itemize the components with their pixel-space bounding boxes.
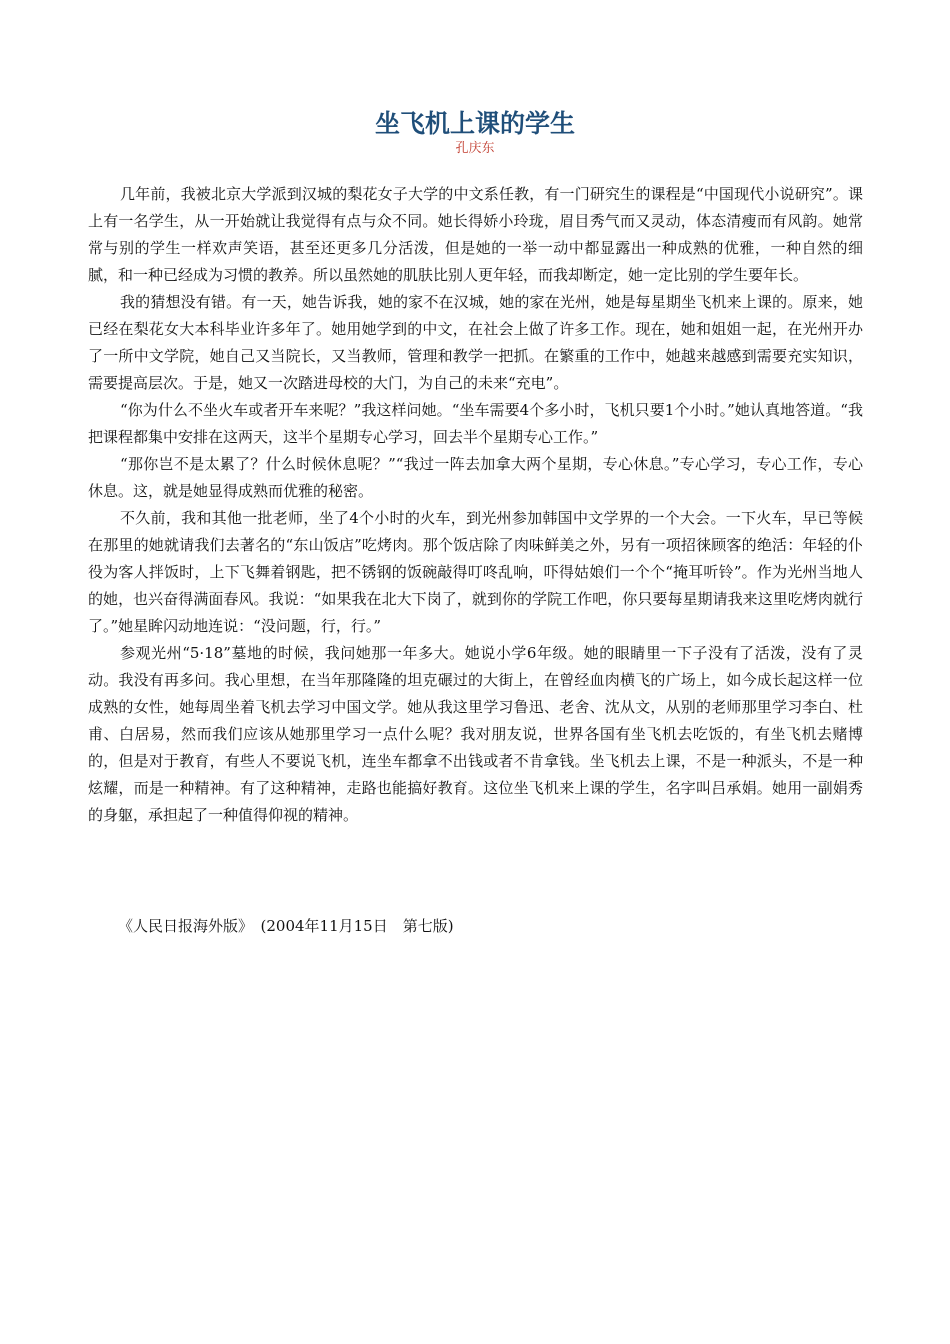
- paragraph-5: 不久前，我和其他一批老师，坐了4个小时的火车，到光州参加韩国中文学界的一个大会。一下火车，早已等候在那里的她就请我们去著名的“东山饭店”吃烤肉。那个饭店除了肉味鲜美之外，另有一项招徕顾客的绝活：年轻的仆役为客人拌饭时，上下飞舞着钢匙，把不锈钢的饭碗敲得叮咚乱响，吓得姑娘们一个个“掩耳听铃”。作为光州当地人的她，也兴奋得满面春风。我说：“如果我在北大下岗了，就到你的学院工作吧，你只要每星期请我来这里吃烤肉就行了。”她星眸闪动地连说：“没问题，行，行。”: [88, 509, 863, 635]
- article-author: 孔庆东: [455, 141, 495, 156]
- paragraph-1: 几年前，我被北京大学派到汉城的梨花女子大学的中文系任教，有一门研究生的课程是“中国现代小说研究”。课上有一名学生，从一开始就让我觉得有点与众不同。她长得娇小玲珑，眉目秀气而又灵动，体态清瘦而有风韵。她常常与别的学生一样欢声笑语，甚至还更多几分活泼，但是她的一举一动中都显露出一种成熟的优雅，一种自然的细腻，和一种已经成为习惯的教养。所以虽然她的肌肤比别人更年轻，而我却断定，她一定比别的学生要年长。: [88, 185, 863, 284]
- paragraph-3: “你为什么不坐火车或者开车来呢？”我这样问她。“坐车需要4个多小时，飞机只要1个小时。”她认真地答道。“我把课程都集中安排在这两天，这半个星期专心学习，回去半个星期专心工作。”: [88, 401, 863, 446]
- article-title: 坐飞机上课的学生: [374, 109, 575, 138]
- article-body: [88, 181, 863, 829]
- paragraph-2: 我的猜想没有错。有一天，她告诉我，她的家不在汉城，她的家在光州，她是每星期坐飞机来上课的。原来，她已经在梨花女大本科毕业许多年了。她用她学到的中文，在社会上做了许多工作。现在，她和姐姐一起，在光州开办了一所中文学院，她自己又当院长，又当教师，管理和教学一把抓。在繁重的工作中，她越来越感到需要充实知识，需要提高层次。于是，她又一次踏进母校的大门，为自己的未来“充电”。: [88, 293, 863, 392]
- paragraph-4: “那你岂不是太累了？什么时候休息呢？”“我过一阵去加拿大两个星期，专心休息。”专心学习，专心工作，专心休息。这，就是她显得成熟而优雅的秘密。: [88, 455, 863, 500]
- source-citation: 《人民日报海外版》 (2004年11月15日 第七版): [118, 917, 454, 935]
- paragraph-6: 参观光州“5·18”墓地的时候，我问她那一年多大。她说小学6年级。她的眼睛里一下子没有了活泼，没有了灵动。我没有再多问。我心里想，在当年那隆隆的坦克碾过的大街上，在曾经血肉横飞的广场上，如今成长起这样一位成熟的女性，她每周坐着飞机去学习中国文学。她从我这里学习鲁迅、老舍、沈从文，从别的老师那里学习李白、杜甫、白居易，然而我们应该从她那里学习一点什么呢？我对朋友说，世界各国有坐飞机去吃饭的，有坐飞机去赌博的，但是对于教育，有些人不要说飞机，连坐车都拿不出钱或者不肯拿钱。坐飞机去上课，不是一种派头，不是一种炫耀，而是一种精神。有了这种精神，走路也能搞好教育。这位坐飞机来上课的学生，名字叫吕承娟。她用一副娟秀的身躯，承担起了一种值得仰视的精神。: [88, 644, 863, 824]
